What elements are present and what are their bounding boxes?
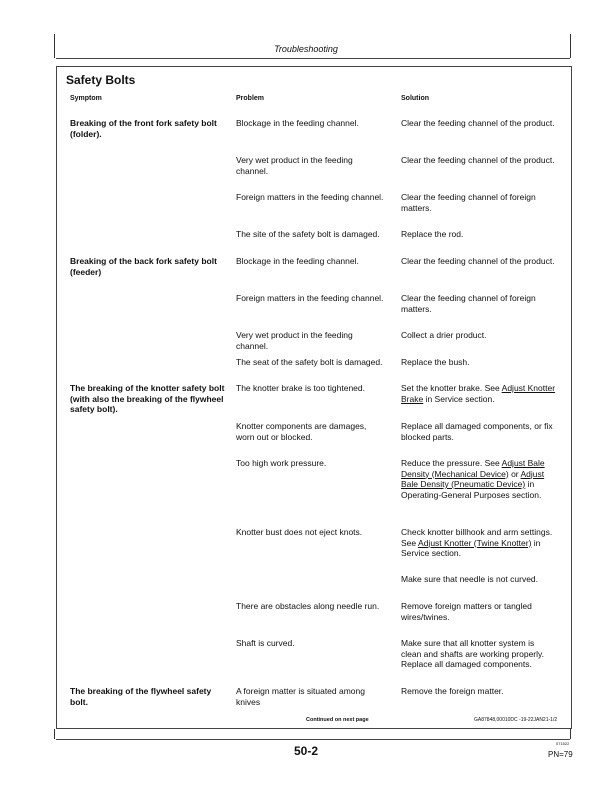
solution-text: in Service section. bbox=[401, 537, 541, 558]
solution-cell: Make sure that needle is not curved. bbox=[401, 574, 539, 584]
print-code: 071522 bbox=[556, 741, 570, 746]
problem-cell: Very wet product in the feeding channel. bbox=[236, 330, 353, 351]
solution-text: or bbox=[508, 468, 521, 479]
section-title: Safety Bolts bbox=[66, 73, 136, 87]
bottom-right-margin-line bbox=[570, 729, 571, 739]
solution-cell bbox=[401, 527, 556, 559]
running-header: Troubleshooting bbox=[274, 44, 338, 54]
solution-cell: Clear the feeding channel of foreign matters. bbox=[401, 293, 536, 314]
solution-cell: Make sure that all knotter system is clean and shafts are working properly. Replace all damaged components. bbox=[401, 638, 545, 669]
problem-cell: Knotter bust does not eject knots. bbox=[236, 527, 363, 537]
symptom-cell: Breaking of the front fork safety bolt (folder). bbox=[70, 118, 217, 139]
solution-cell: Clear the feeding channel of the product. bbox=[401, 256, 555, 266]
pn-number: PN=79 bbox=[548, 750, 573, 759]
problem-cell: There are obstacles along needle run. bbox=[236, 601, 380, 611]
problem-cell: A foreign matter is situated among knives bbox=[236, 686, 365, 707]
column-header-symptom: Symptom bbox=[70, 95, 102, 102]
solution-cell: Remove foreign matters or tangled wires/twines. bbox=[401, 601, 532, 622]
adjust-knotter-link[interactable]: Adjust Knotter (Twine Knotter) bbox=[418, 537, 532, 548]
header-rule bbox=[56, 58, 570, 59]
problem-cell: Very wet product in the feeding channel. bbox=[236, 155, 353, 176]
adjust-bale-density-pneumatic-link[interactable]: Adjust Bale Density (Pneumatic Device) bbox=[401, 468, 545, 489]
problem-cell: Blockage in the feeding channel. bbox=[236, 118, 359, 128]
adjust-bale-density-mechanical-link[interactable]: Adjust Bale Density (Mechanical Device) bbox=[401, 458, 545, 479]
solution-cell: Clear the feeding channel of the product. bbox=[401, 118, 555, 128]
problem-cell: The site of the safety bolt is damaged. bbox=[236, 229, 380, 239]
solution-text: Check knotter billhook and arm settings. See bbox=[401, 527, 553, 548]
solution-cell bbox=[401, 383, 556, 404]
symptom-cell: The breaking of the flywheel safety bolt. bbox=[70, 686, 212, 707]
symptom-cell: The breaking of the knotter safety bolt (with also the breaking of the flywheel safety bolt). bbox=[70, 383, 225, 414]
adjust-knotter-brake-link[interactable]: Adjust Knotter Brake bbox=[401, 383, 556, 404]
column-header-solution: Solution bbox=[401, 95, 429, 102]
footer-rule bbox=[56, 739, 570, 740]
column-header-problem: Problem bbox=[236, 95, 265, 102]
solution-text: Set the knotter brake. See bbox=[401, 383, 502, 393]
solution-cell: Replace all damaged components, or fix blocked parts. bbox=[401, 421, 553, 442]
solution-cell: Remove the foreign matter. bbox=[401, 686, 504, 696]
problem-cell: The knotter brake is too tightened. bbox=[236, 383, 365, 393]
problem-cell: Foreign matters in the feeding channel. bbox=[236, 293, 384, 303]
page-number: 50-2 bbox=[293, 744, 319, 758]
solution-text: Reduce the pressure. See bbox=[401, 458, 502, 468]
problem-cell: Shaft is curved. bbox=[236, 638, 295, 648]
solution-cell: Replace the rod. bbox=[401, 229, 464, 239]
solution-cell: Clear the feeding channel of the product. bbox=[401, 155, 555, 165]
solution-cell: Clear the feeding channel of foreign matters. bbox=[401, 192, 536, 213]
solution-text: in Operating-General Purposes section. bbox=[401, 479, 542, 500]
solution-cell: Replace the bush. bbox=[401, 357, 470, 367]
solution-cell: Collect a drier product. bbox=[401, 330, 487, 340]
problem-cell: Too high work pressure. bbox=[236, 458, 327, 468]
problem-cell: Foreign matters in the feeding channel. bbox=[236, 192, 384, 202]
problem-cell: Blockage in the feeding channel. bbox=[236, 256, 359, 266]
document-reference: GA87848,00010DC -19-22JAN21-1/2 bbox=[474, 717, 558, 723]
solution-cell bbox=[401, 458, 556, 500]
problem-cell: Knotter components are damages, worn out or blocked. bbox=[236, 421, 367, 442]
solution-text: in Service section. bbox=[423, 393, 495, 404]
bottom-left-margin-line bbox=[54, 729, 55, 739]
symptom-cell: Breaking of the back fork safety bolt (feeder) bbox=[70, 256, 217, 277]
continued-note: Continued on next page bbox=[306, 717, 369, 723]
problem-cell: The seat of the safety bolt is damaged. bbox=[236, 357, 383, 367]
